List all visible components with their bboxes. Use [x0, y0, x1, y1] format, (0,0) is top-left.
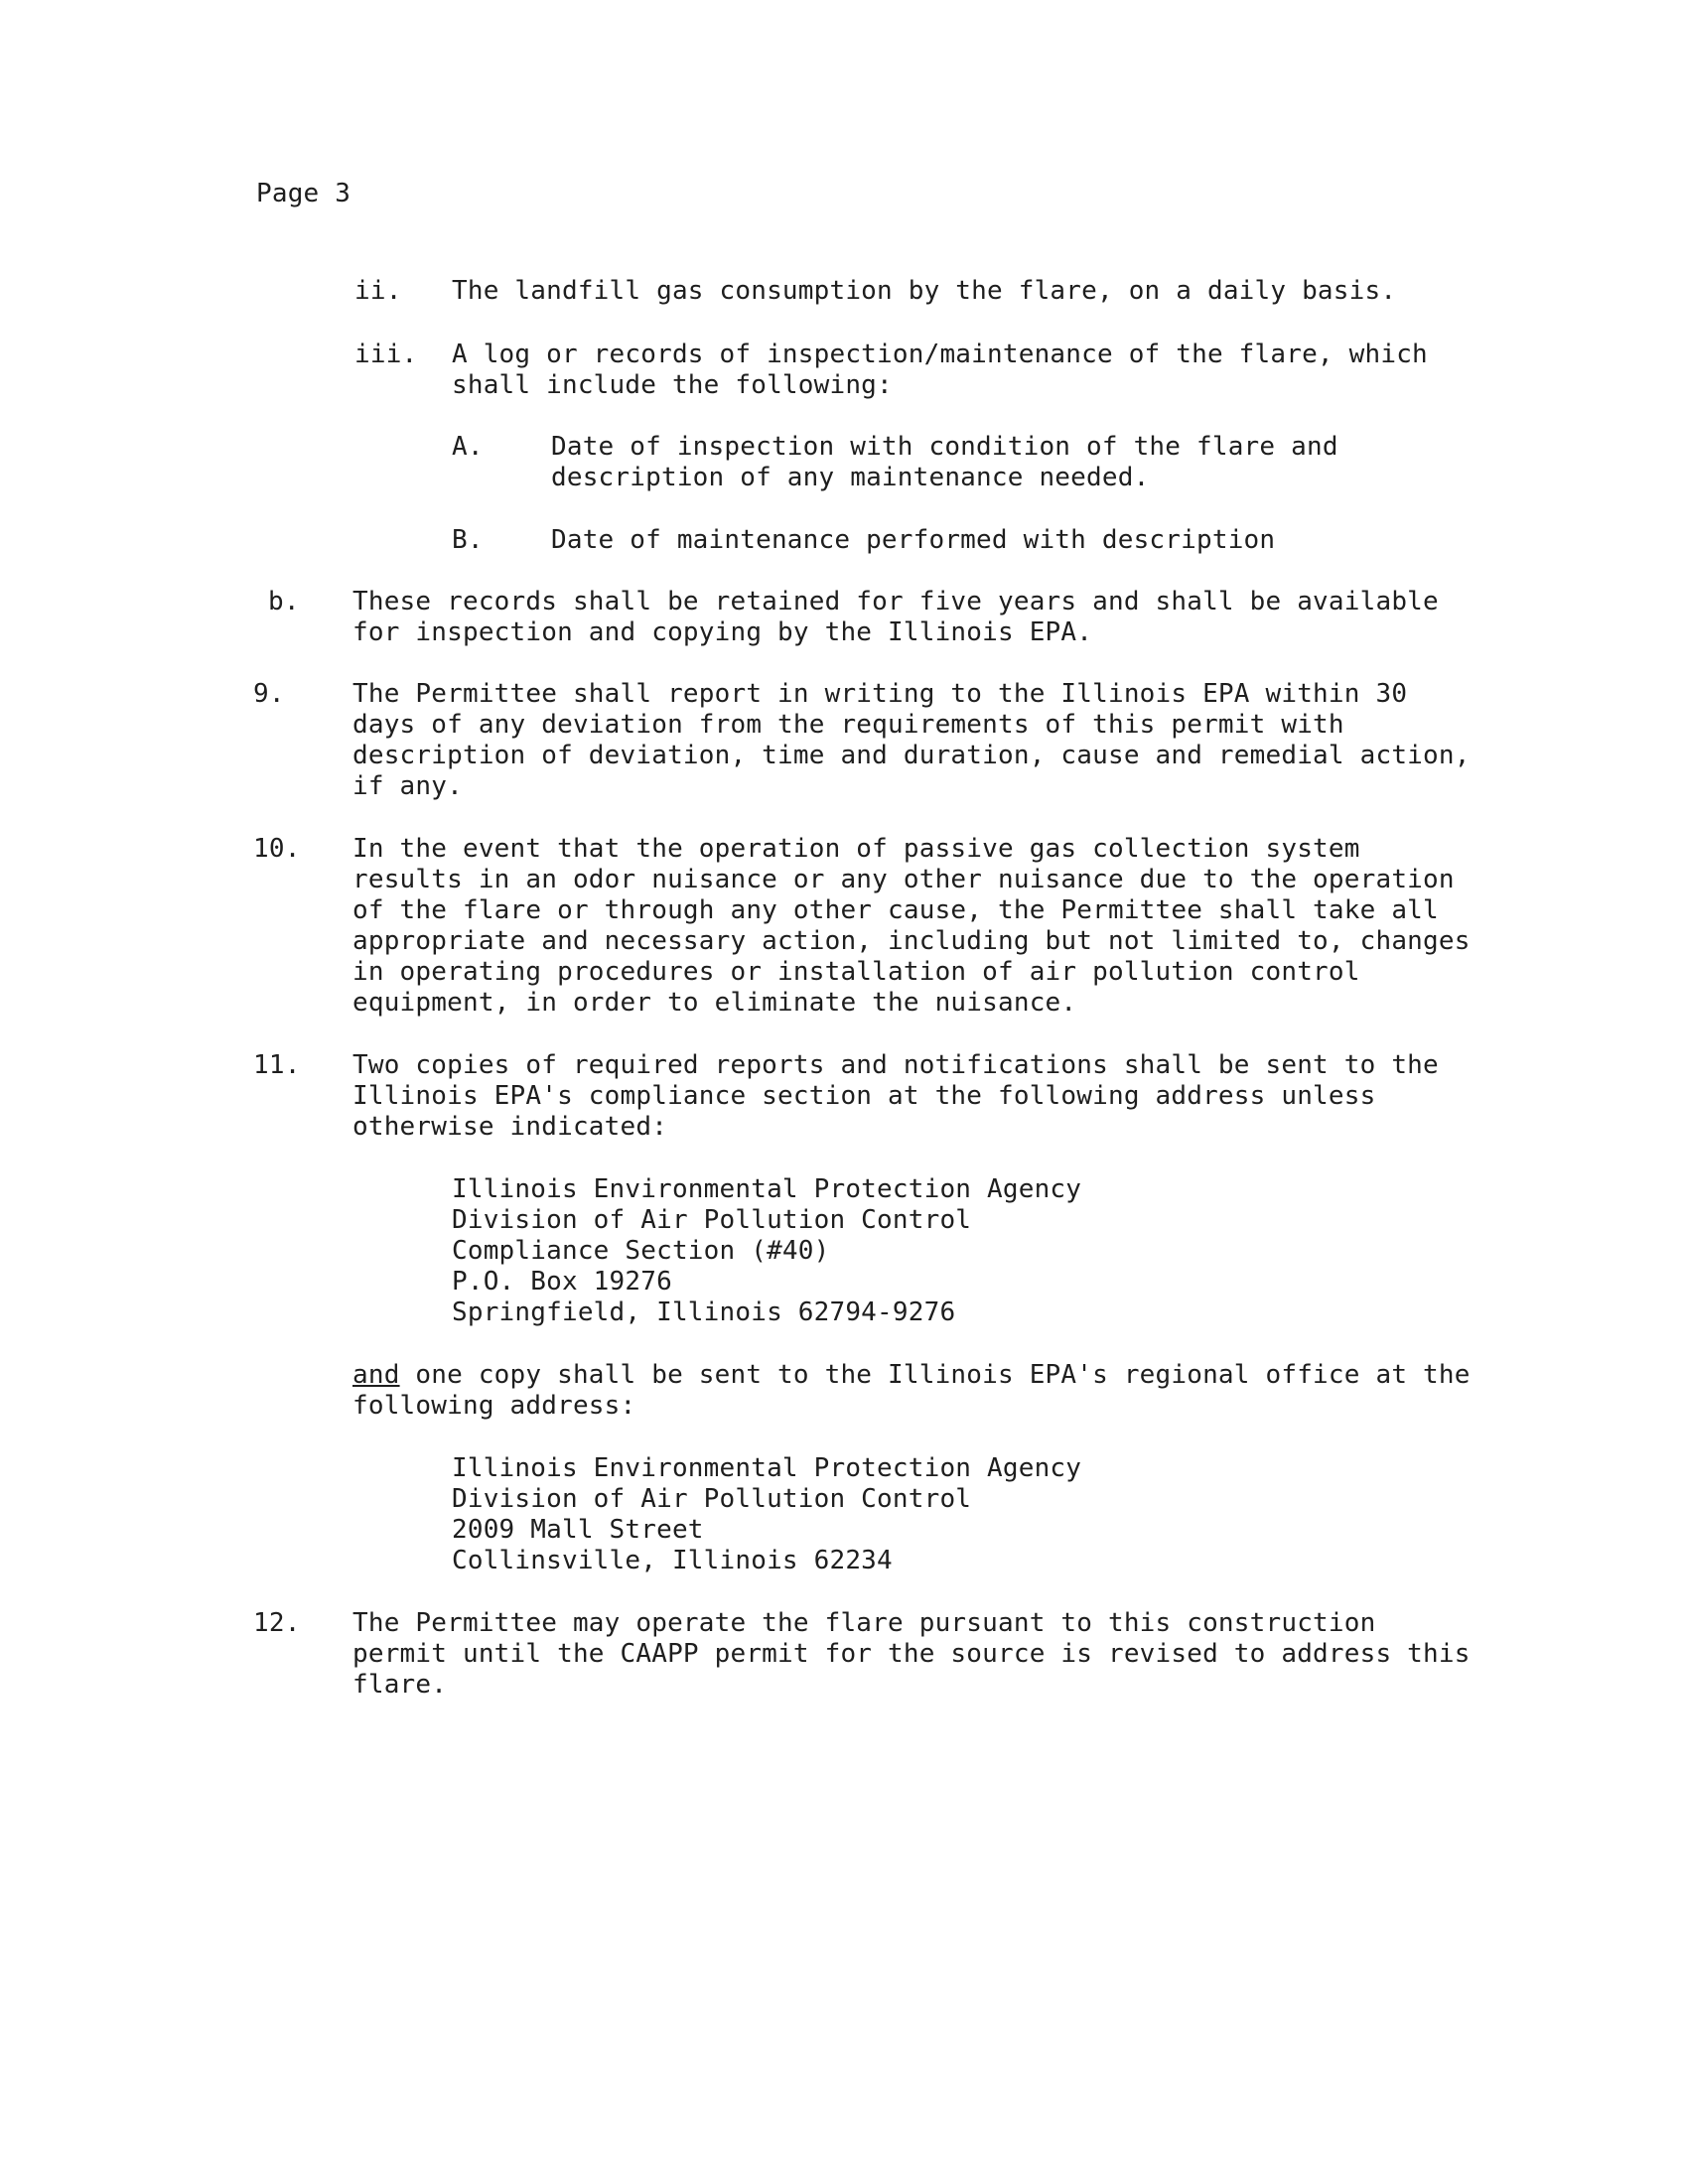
item-b-line-1: These records shall be retained for five years and shall be available: [352, 587, 1439, 616]
item-iii-marker: iii.: [354, 340, 418, 369]
item-iii-line-1: A log or records of inspection/maintenance of the flare, which: [452, 340, 1428, 369]
item-A-marker: A.: [452, 432, 484, 462]
address-2-line-2: Division of Air Pollution Control: [452, 1484, 972, 1514]
paragraph-9-line-1: The Permittee shall report in writing to the Illinois EPA within 30: [352, 679, 1408, 709]
paragraph-12-line-3: flare.: [352, 1670, 448, 1700]
address-2-line-3: 2009 Mall Street: [452, 1515, 704, 1545]
item-b-line-2: for inspection and copying by the Illinois EPA.: [352, 617, 1093, 647]
paragraph-10-line-4: appropriate and necessary action, including but not limited to, changes: [352, 926, 1471, 956]
paragraph-10-marker: 10.: [253, 834, 301, 864]
item-ii-line-1: The landfill gas consumption by the flare, on a daily basis.: [452, 276, 1397, 306]
underlined-and: and: [352, 1360, 400, 1390]
paragraph-11-line-1: Two copies of required reports and notifications shall be sent to the: [352, 1050, 1439, 1080]
paragraph-9-line-2: days of any deviation from the requirements of this permit with: [352, 710, 1344, 740]
paragraph-10-line-2: results in an odor nuisance or any other nuisance due to the operation: [352, 865, 1455, 894]
item-B-marker: B.: [452, 525, 484, 555]
paragraph-11-continued-line-1: [352, 1360, 1471, 1391]
paragraph-10-line-3: of the flare or through any other cause, the Permittee shall take all: [352, 895, 1439, 925]
address-2-line-4: Collinsville, Illinois 62234: [452, 1546, 893, 1575]
item-b-marker: b.: [268, 587, 300, 616]
paragraph-11-line-3: otherwise indicated:: [352, 1112, 668, 1142]
paragraph-9-line-3: description of deviation, time and duration, cause and remedial action,: [352, 741, 1471, 770]
paragraph-12-line-1: The Permittee may operate the flare pursuant to this construction: [352, 1608, 1376, 1638]
address-1-line-2: Division of Air Pollution Control: [452, 1205, 972, 1235]
paragraph-9-marker: 9.: [253, 679, 285, 709]
address-1-line-4: P.O. Box 19276: [452, 1267, 672, 1297]
item-A-line-2: description of any maintenance needed.: [551, 463, 1150, 492]
paragraph-12-line-2: permit until the CAAPP permit for the source is revised to address this: [352, 1639, 1471, 1669]
address-1-line-1: Illinois Environmental Protection Agency: [452, 1174, 1082, 1204]
item-ii-marker: ii.: [354, 276, 402, 306]
address-2-line-1: Illinois Environmental Protection Agency: [452, 1453, 1082, 1483]
page-label: Page 3: [256, 179, 351, 208]
paragraph-11-continued-line-2: following address:: [352, 1391, 636, 1421]
address-1-line-5: Springfield, Illinois 62794-9276: [452, 1297, 956, 1327]
address-1-line-3: Compliance Section (#40): [452, 1236, 830, 1266]
paragraph-10-line-6: equipment, in order to eliminate the nuisance.: [352, 988, 1077, 1018]
paragraph-9-line-4: if any.: [352, 771, 463, 801]
item-A-line-1: Date of inspection with condition of the flare and: [551, 432, 1338, 462]
paragraph-11-line-2: Illinois EPA's compliance section at the following address unless: [352, 1081, 1376, 1111]
item-B-line-1: Date of maintenance performed with description: [551, 525, 1276, 555]
paragraph-11-continued-rest: one copy shall be sent to the Illinois EPA's regional office at the: [399, 1360, 1471, 1390]
item-iii-line-2: shall include the following:: [452, 370, 893, 400]
paragraph-10-line-5: in operating procedures or installation of air pollution control: [352, 957, 1360, 987]
paragraph-12-marker: 12.: [253, 1608, 301, 1638]
paragraph-10-line-1: In the event that the operation of passive gas collection system: [352, 834, 1360, 864]
paragraph-11-marker: 11.: [253, 1050, 301, 1080]
